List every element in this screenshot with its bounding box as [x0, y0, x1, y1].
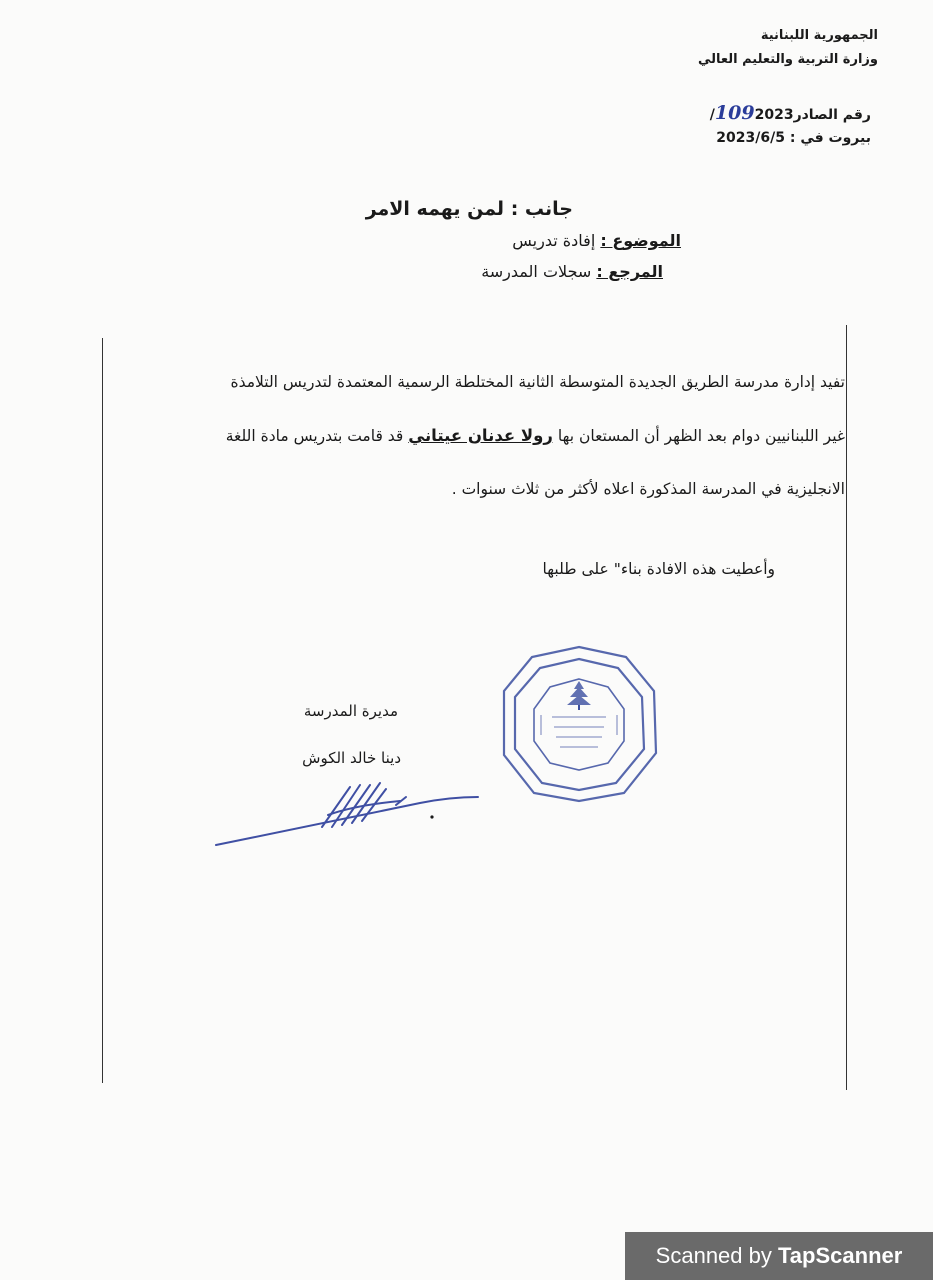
reference-number-label: رقم الصادر	[793, 107, 871, 123]
republic-header: الجمهورية اللبنانية	[760, 28, 878, 43]
cedar-tree-icon	[567, 681, 591, 710]
scanner-watermark	[625, 1232, 933, 1280]
closing-line: وأعطيت هذه الافادة بناء" على طلبها	[542, 560, 775, 578]
left-margin-rule	[102, 338, 103, 1083]
reference-number-handwritten: 109	[714, 102, 755, 124]
official-stamp	[498, 643, 660, 805]
teacher-name: رولا عدنان عيتاني	[408, 426, 553, 445]
subject-label: الموضوع :	[600, 231, 681, 250]
body-line-2-after: قد قامت بتدريس مادة اللغة	[225, 427, 404, 445]
subject-value: إفادة تدريس	[512, 231, 596, 250]
signature-title: مديرة المدرسة	[303, 702, 398, 720]
date-label: بيروت في :	[789, 130, 871, 146]
body-paragraph	[125, 356, 845, 516]
date-line	[716, 130, 871, 146]
reference-label: المرجع :	[596, 262, 663, 281]
body-line-1: تفيد إدارة مدرسة الطريق الجديدة المتوسطة الثانية المختلطة الرسمية المعتمدة لتدريس التلامذة	[230, 373, 845, 391]
body-line-2-before: غير اللبنانيين دوام بعد الظهر أن المستعان بها	[557, 427, 845, 445]
right-margin-rule	[846, 325, 847, 1090]
body-line-2	[125, 409, 845, 463]
date-value: 2023/6/5	[716, 130, 785, 146]
ministry-header: وزارة التربية والتعليم العالي	[697, 52, 878, 67]
signature-name: دينا خالد الكوش	[302, 749, 401, 767]
scanner-brand: TapScanner	[778, 1243, 903, 1268]
reference-value: سجلات المدرسة	[481, 262, 592, 281]
handwritten-signature	[210, 775, 490, 855]
reference-line	[481, 262, 663, 281]
body-line-3: الانجليزية في المدرسة المذكورة اعلاه لأكثر من ثلاث سنوات .	[451, 480, 845, 498]
addressee-value: لمن يهمه الامر	[365, 198, 505, 220]
subject-line	[512, 231, 681, 250]
reference-number-line	[710, 102, 871, 124]
addressee-label: جانب :	[510, 198, 573, 220]
addressee-line	[366, 198, 573, 220]
scanner-prefix: Scanned by	[655, 1243, 772, 1268]
reference-number-year: 2023/	[709, 107, 794, 123]
